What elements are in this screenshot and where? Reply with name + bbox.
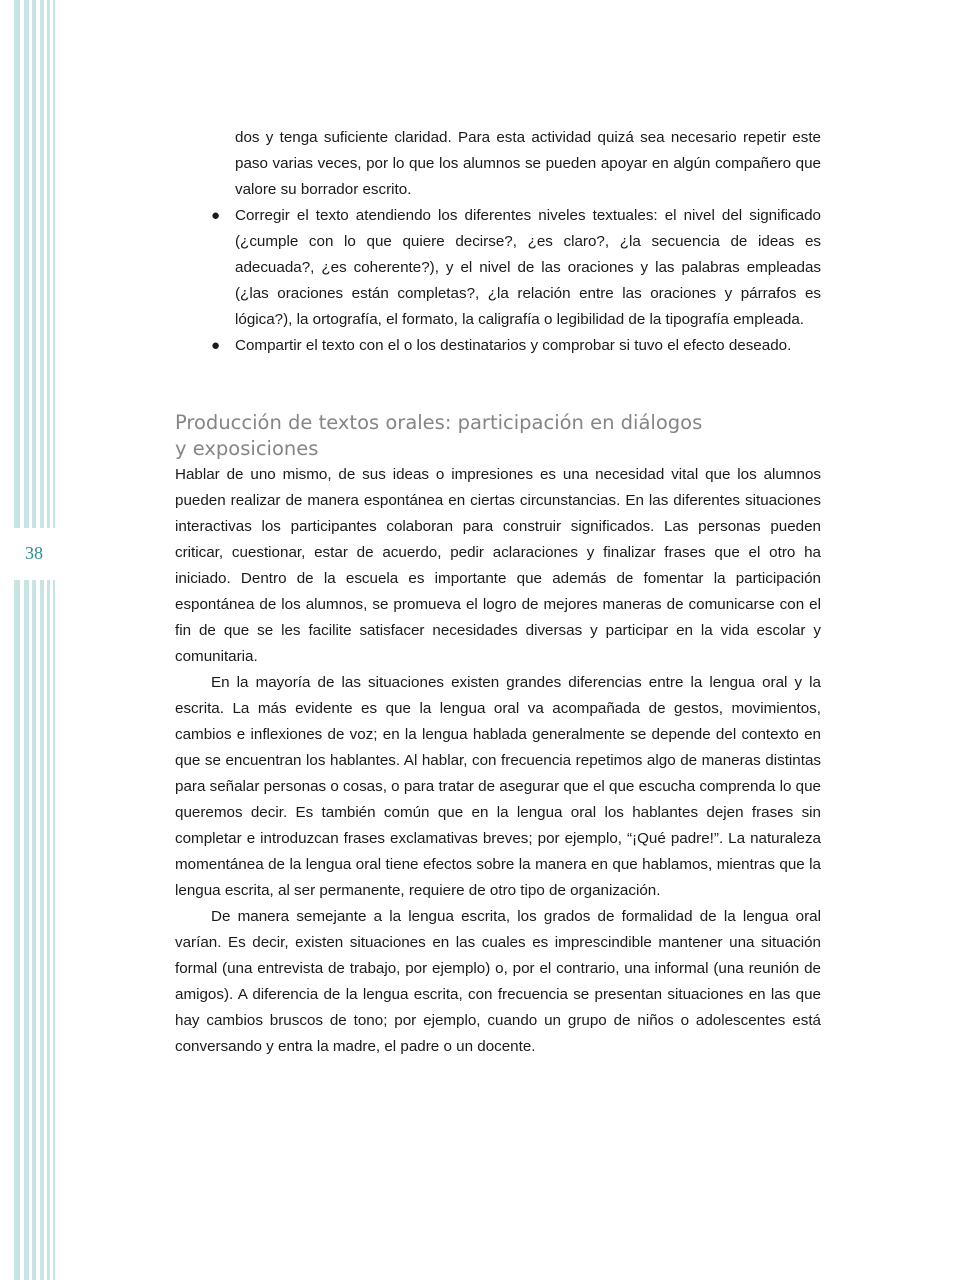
margin-stripe <box>14 0 20 1280</box>
margin-stripe <box>47 0 50 1280</box>
list-item <box>175 203 821 333</box>
section-heading-line: Producción de textos orales: participación en diálogos <box>175 411 703 434</box>
bullet-icon: ● <box>211 337 221 354</box>
section-heading-line: y exposiciones <box>175 437 319 460</box>
margin-stripe <box>40 0 44 1280</box>
margin-stripe <box>24 0 29 1280</box>
body-paragraph: Hablar de uno mismo, de sus ideas o impresiones es una necesidad vital que los alumnos pueden realizar de manera espontánea en ciertas circunstancias. En las diferentes situaciones interactivas los participantes colaboran para construir significados. Las personas pueden criticar, cuestionar, estar de acuerdo, pedir aclaraciones y finalizar frases que el otro ha iniciado. Dentro de la escuela es importante que además de fomentar la participación espontánea de los alumnos, se promueva el logro de mejores maneras de comunicarse con el fin de que se les facilite satisfacer necesidades diversas y participar en la vida escolar y comunitaria. <box>175 466 821 665</box>
continuation-paragraph: dos y tenga suficiente claridad. Para esta actividad quizá sea necesario repetir este paso varias veces, por lo que los alumnos se pueden apoyar en algún compañero que valore su borrador escrito. <box>235 129 821 198</box>
margin-stripes <box>0 0 60 1280</box>
body-paragraph: En la mayoría de las situaciones existen grandes diferencias entre la lengua oral y la escrita. La más evidente es que la lengua oral va acompañada de gestos, movimientos, cambios e inflexiones de voz; en la lengua hablada generalmente se depende del contexto en que se encuentran los hablantes. Al hablar, con frecuencia repetimos algo de maneras distintas para señalar personas o cosas, o para tratar de asegurar que el que escucha comprenda lo que queremos decir. Es también común que en la lengua oral los hablantes dejen frases sin completar e introduzcan frases exclamativas breves; por ejemplo, “¡Qué padre!”. La naturaleza momentánea de la lengua oral tiene efectos sobre la manera en que hablamos, mientras que la lengua escrita, al ser permanente, requiere de otro tipo de organización. <box>175 674 821 899</box>
margin-stripe <box>53 0 55 1280</box>
bullet-list <box>175 203 821 359</box>
main-content <box>175 125 821 1060</box>
bullet-icon: ● <box>211 207 221 224</box>
margin-stripe <box>32 0 36 1280</box>
section-heading <box>175 410 821 462</box>
list-item-text: Compartir el texto con el o los destinatarios y comprobar si tuvo el efecto deseado. <box>235 337 792 354</box>
list-item-text: Corregir el texto atendiendo los diferentes niveles textuales: el nivel del significado (¿cumple con lo que quiere decirse?, ¿es claro?, ¿la secuencia de ideas es adecuada?, ¿es coherente?), y el nivel de las oraciones y las palabras empleadas (¿las oraciones están completas?, ¿la relación entre las oraciones y párrafos es lógica?), la ortografía, el formato, la caligrafía o legibilidad de la tipografía empleada. <box>235 207 821 328</box>
page-number: 38 <box>25 543 43 563</box>
body-paragraph: De manera semejante a la lengua escrita, los grados de formalidad de la lengua oral varían. Es decir, existen situaciones en las cuales es imprescindible mantener una situación formal (una entrevista de trabajo, por ejemplo) o, por el contrario, una informal (una reunión de amigos). A diferencia de la lengua escrita, con frecuencia se presentan situaciones en las que hay cambios bruscos de tono; por ejemplo, cuando un grupo de niños o adolescentes está conversando y entra la madre, el padre o un docente. <box>175 908 821 1055</box>
list-item <box>175 333 821 359</box>
